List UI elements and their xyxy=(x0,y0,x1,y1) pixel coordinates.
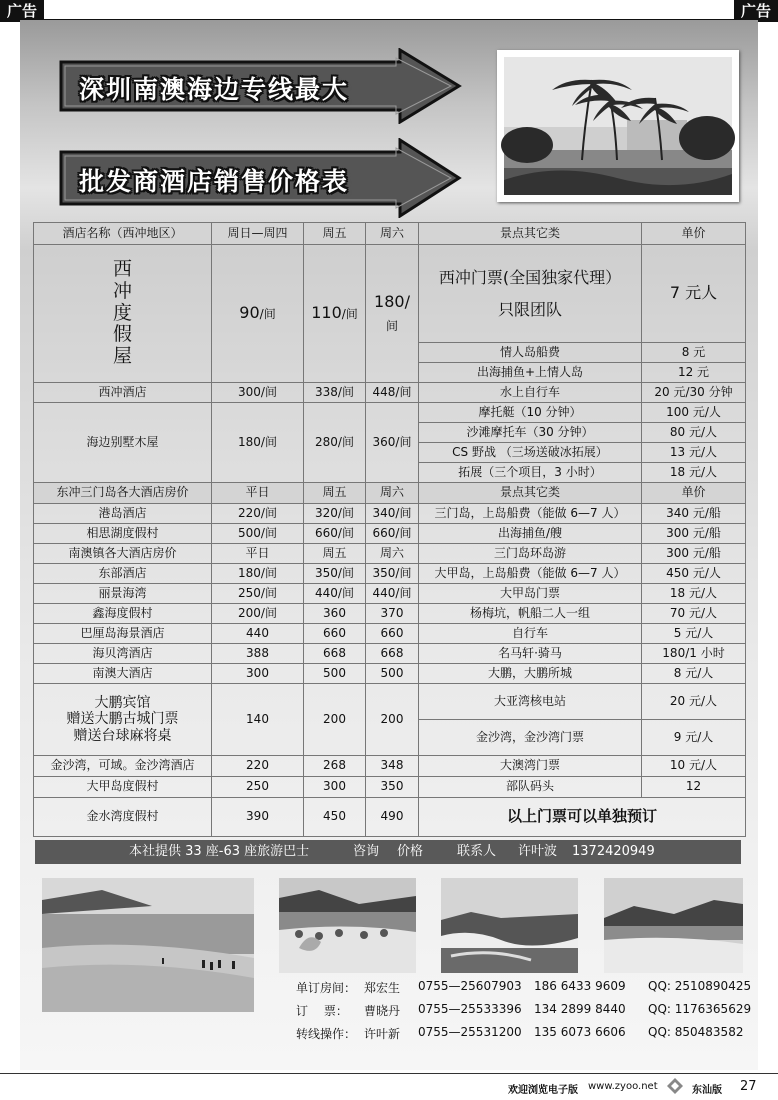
price-weekday: 180/间 xyxy=(212,403,304,483)
attraction: 名马轩·骑马 xyxy=(419,644,642,664)
bus-service-strip xyxy=(35,840,741,864)
contact-person: 许叶新 xyxy=(364,1027,401,1041)
page-number: 27 xyxy=(740,1079,757,1094)
hotel-name: 巴厘岛海景酒店 xyxy=(34,624,212,644)
hotel-name: 南澳大酒店 xyxy=(34,664,212,684)
ad-header xyxy=(0,0,778,22)
contact-mobile: 134 2899 8440 xyxy=(534,1002,626,1016)
hotel-name: 大鹏宾馆 赠送大鹏古城门票 赠送台球麻将桌 xyxy=(34,684,212,756)
price-fri: 300 xyxy=(304,777,366,798)
contact-mobile: 186 6433 9609 xyxy=(534,979,626,993)
contact-qq: QQ: 1176365629 xyxy=(648,1002,752,1016)
headline-arrow-2 xyxy=(55,138,465,218)
subheader-cell: 平日 xyxy=(212,483,304,504)
price-fri: 450 xyxy=(304,798,366,837)
unit-price: 340 元/船 xyxy=(642,504,746,524)
price-weekday: 250 xyxy=(212,777,304,798)
table-row xyxy=(34,524,746,544)
attraction: 水上自行车 xyxy=(419,383,642,403)
table-row xyxy=(34,777,746,798)
attraction: 出海捕鱼/艘 xyxy=(419,524,642,544)
contact-qq: QQ: 2510890425 xyxy=(648,979,752,993)
attraction: CS 野战 （三场送破冰拓展） xyxy=(419,443,642,463)
price-weekday: 220/间 xyxy=(212,504,304,524)
price-weekday: 180/间 xyxy=(212,564,304,584)
unit-price: 70 元/人 xyxy=(642,604,746,624)
price-fri: 660 xyxy=(304,624,366,644)
table-row xyxy=(34,624,746,644)
price-weekday: 250/间 xyxy=(212,584,304,604)
unit-price: 18 元/人 xyxy=(642,584,746,604)
table-row xyxy=(34,798,746,837)
attraction: 自行车 xyxy=(419,624,642,644)
attraction: 沙滩摩托车（30 分钟） xyxy=(419,423,642,443)
price-weekday: 440 xyxy=(212,624,304,644)
attraction: 大甲岛，上岛船费（能做 6—7 人） xyxy=(419,564,642,584)
unit-price: 10 元/人 xyxy=(642,756,746,777)
price-fri: 280/间 xyxy=(304,403,366,483)
ad-label-left: 广告 xyxy=(0,0,44,22)
attraction: 大甲岛门票 xyxy=(419,584,642,604)
welcome-text: 欢迎浏览电子版 xyxy=(508,1085,578,1096)
price-sat: 660 xyxy=(366,624,419,644)
contact-tel: 0755—25607903 xyxy=(418,979,522,993)
contact-role: 转线操作： xyxy=(296,1027,357,1041)
price-weekday: 140 xyxy=(212,684,304,756)
contact-role: 单订房间： xyxy=(296,981,357,995)
table-row xyxy=(34,604,746,624)
contact-person: 郑宏生 xyxy=(364,981,401,995)
price-weekday: 300 xyxy=(212,664,304,684)
price-sat: 448/间 xyxy=(366,383,419,403)
hotel-name: 金沙湾，可域。金沙湾酒店 xyxy=(34,756,212,777)
unit-price: 450 元/人 xyxy=(642,564,746,584)
price-fri: 268 xyxy=(304,756,366,777)
hotel-name: 大甲岛度假村 xyxy=(34,777,212,798)
hotel-name: 鑫海度假村 xyxy=(34,604,212,624)
table-row xyxy=(34,684,746,720)
table-row xyxy=(34,564,746,584)
table-row xyxy=(34,756,746,777)
price-sat: 350 xyxy=(366,777,419,798)
unit-price: 180/1 小时 xyxy=(642,644,746,664)
hotel-name: 东部酒店 xyxy=(34,564,212,584)
price-weekday: 200/间 xyxy=(212,604,304,624)
price-sat: 440/间 xyxy=(366,584,419,604)
unit-price: 18 元/人 xyxy=(642,463,746,483)
price-sat: 200 xyxy=(366,684,419,756)
hotel-name: 西冲度假屋 xyxy=(34,245,212,383)
consult-text: 咨询 xyxy=(353,844,380,859)
table-row xyxy=(34,584,746,604)
col-hotel-name: 酒店名称（西冲地区） xyxy=(34,223,212,245)
price-sat: 360/间 xyxy=(366,403,419,483)
table-row xyxy=(34,245,746,343)
palm-resort-image-icon xyxy=(497,50,739,202)
attraction: 金沙湾，金沙湾门票 xyxy=(419,720,642,756)
price-sat: 周六 xyxy=(366,544,419,564)
col-unit-price: 单价 xyxy=(642,223,746,245)
price-fri: 500 xyxy=(304,664,366,684)
price-fri: 360 xyxy=(304,604,366,624)
unit-price: 12 元 xyxy=(642,363,746,383)
page-footer xyxy=(0,1073,778,1100)
attraction: 大澳湾门票 xyxy=(419,756,642,777)
price-weekday: 90/间 xyxy=(212,245,304,383)
subheader-cell: 周六 xyxy=(366,483,419,504)
beach-photo-2 xyxy=(279,878,416,973)
unit-price: 12 xyxy=(642,777,746,798)
hotel-name: 西冲酒店 xyxy=(34,383,212,403)
price-fri: 660/间 xyxy=(304,524,366,544)
table-row xyxy=(34,664,746,684)
price-fri: 668 xyxy=(304,644,366,664)
unit-price: 300 元/船 xyxy=(642,544,746,564)
website-link[interactable]: www.zyoo.net xyxy=(588,1081,658,1092)
unit-price: 80 元/人 xyxy=(642,423,746,443)
beach-photo-3 xyxy=(441,878,578,973)
coastline-image-icon xyxy=(604,878,743,973)
price-fri: 338/间 xyxy=(304,383,366,403)
hotel-name: 丽景海湾 xyxy=(34,584,212,604)
unit-price: 9 元/人 xyxy=(642,720,746,756)
unit-price: 7 元人 xyxy=(642,245,746,343)
attraction: 部队码头 xyxy=(419,777,642,798)
contact-person: 曹晓丹 xyxy=(364,1004,401,1018)
price-weekday: 300/间 xyxy=(212,383,304,403)
unit-price: 5 元/人 xyxy=(642,624,746,644)
attraction: 出海捕鱼+上情人岛 xyxy=(419,363,642,383)
resort-photo xyxy=(497,50,739,202)
subheader-cell: 景点其它类 xyxy=(419,483,642,504)
attraction: 大鹏，大鹏所城 xyxy=(419,664,642,684)
price-fri: 320/间 xyxy=(304,504,366,524)
col-sun-thu: 周日—周四 xyxy=(212,223,304,245)
headline-arrow-1 xyxy=(55,48,465,124)
unit-price: 20 元/人 xyxy=(642,684,746,720)
price-sat: 660/间 xyxy=(366,524,419,544)
subheader-row xyxy=(34,483,746,504)
subheader-cell: 周五 xyxy=(304,483,366,504)
price-fri: 440/间 xyxy=(304,584,366,604)
price-fri: 周五 xyxy=(304,544,366,564)
attraction: 情人岛船费 xyxy=(419,343,642,363)
price-weekday: 390 xyxy=(212,798,304,837)
tickets-note: 以上门票可以单独预订 xyxy=(419,798,746,837)
subheader-cell: 东冲三门岛各大酒店房价 xyxy=(34,483,212,504)
contact-name: 许叶波 xyxy=(518,844,558,859)
price-sat: 340/间 xyxy=(366,504,419,524)
unit-price: 13 元/人 xyxy=(642,443,746,463)
contact-tel: 0755—25533396 xyxy=(418,1002,522,1016)
price-table xyxy=(33,222,746,837)
attraction: 三门岛环岛游 xyxy=(419,544,642,564)
beach-photo-1 xyxy=(42,878,254,1012)
attraction: 摩托艇（10 分钟） xyxy=(419,403,642,423)
price-sat: 350/间 xyxy=(366,564,419,584)
beach-umbrellas-image-icon xyxy=(279,878,416,973)
unit-price: 8 元/人 xyxy=(642,664,746,684)
contact-tel: 0755—25531200 xyxy=(418,1025,522,1039)
price-fri: 350/间 xyxy=(304,564,366,584)
table-row xyxy=(34,644,746,664)
unit-price: 20 元/30 分钟 xyxy=(642,383,746,403)
price-sat: 348 xyxy=(366,756,419,777)
price-weekday: 220 xyxy=(212,756,304,777)
hotel-name: 港岛酒店 xyxy=(34,504,212,524)
footer-rule xyxy=(0,1073,778,1074)
price-sat: 370 xyxy=(366,604,419,624)
col-fri: 周五 xyxy=(304,223,366,245)
attraction: 西冲门票(全国独家代理） 只限团队 xyxy=(419,245,642,343)
price-weekday: 平日 xyxy=(212,544,304,564)
price-fri: 200 xyxy=(304,684,366,756)
col-sat: 周六 xyxy=(366,223,419,245)
headline-1: 深圳南澳海边专线最大 xyxy=(79,75,350,104)
hotel-name: 海边别墅木屋 xyxy=(34,403,212,483)
price-text: 价格 xyxy=(397,844,424,859)
subheader-cell: 单价 xyxy=(642,483,746,504)
bus-service-text: 本社提供 33 座-63 座旅游巴士 xyxy=(129,844,310,859)
price-sat: 180/ 间 xyxy=(366,245,419,383)
attraction: 三门岛，上岛船费（能做 6—7 人） xyxy=(419,504,642,524)
ad-label-right: 广告 xyxy=(734,0,778,22)
beach-photo-4 xyxy=(604,878,743,973)
contact-phone: 13724209​49 xyxy=(572,844,655,859)
attraction: 杨梅坑，帆船二人一组 xyxy=(419,604,642,624)
unit-price: 8 元 xyxy=(642,343,746,363)
price-sat: 500 xyxy=(366,664,419,684)
unit-price: 300 元/船 xyxy=(642,524,746,544)
contact-mobile: 135 6073 6606 xyxy=(534,1025,626,1039)
price-fri: 110/间 xyxy=(304,245,366,383)
waves-image-icon xyxy=(441,878,578,973)
hotel-name: 海贝湾酒店 xyxy=(34,644,212,664)
price-weekday: 500/间 xyxy=(212,524,304,544)
table-row xyxy=(34,403,746,423)
price-sat: 668 xyxy=(366,644,419,664)
contact-qq: QQ: 850483582 xyxy=(648,1025,744,1039)
table-row xyxy=(34,383,746,403)
price-sat: 490 xyxy=(366,798,419,837)
hotel-name: 南澳镇各大酒店房价 xyxy=(34,544,212,564)
contact-role: 订 票： xyxy=(296,1004,348,1018)
table-header-row xyxy=(34,223,746,245)
table-row xyxy=(34,504,746,524)
diamond-logo-icon xyxy=(666,1077,684,1095)
table-row xyxy=(34,544,746,564)
price-weekday: 388 xyxy=(212,644,304,664)
attraction: 拓展（三个项目，3 小时） xyxy=(419,463,642,483)
contact-label: 联系人 xyxy=(457,844,497,859)
hotel-name: 金水湾度假村 xyxy=(34,798,212,837)
unit-price: 100 元/人 xyxy=(642,403,746,423)
headline-2: 批发商酒店销售价格表 xyxy=(79,167,350,196)
attraction: 大亚湾核电站 xyxy=(419,684,642,720)
hotel-name: 相思湖度假村 xyxy=(34,524,212,544)
col-attractions: 景点其它类 xyxy=(419,223,642,245)
beach-image-icon xyxy=(42,878,254,1012)
edition-label: 东汕版 xyxy=(692,1085,722,1096)
